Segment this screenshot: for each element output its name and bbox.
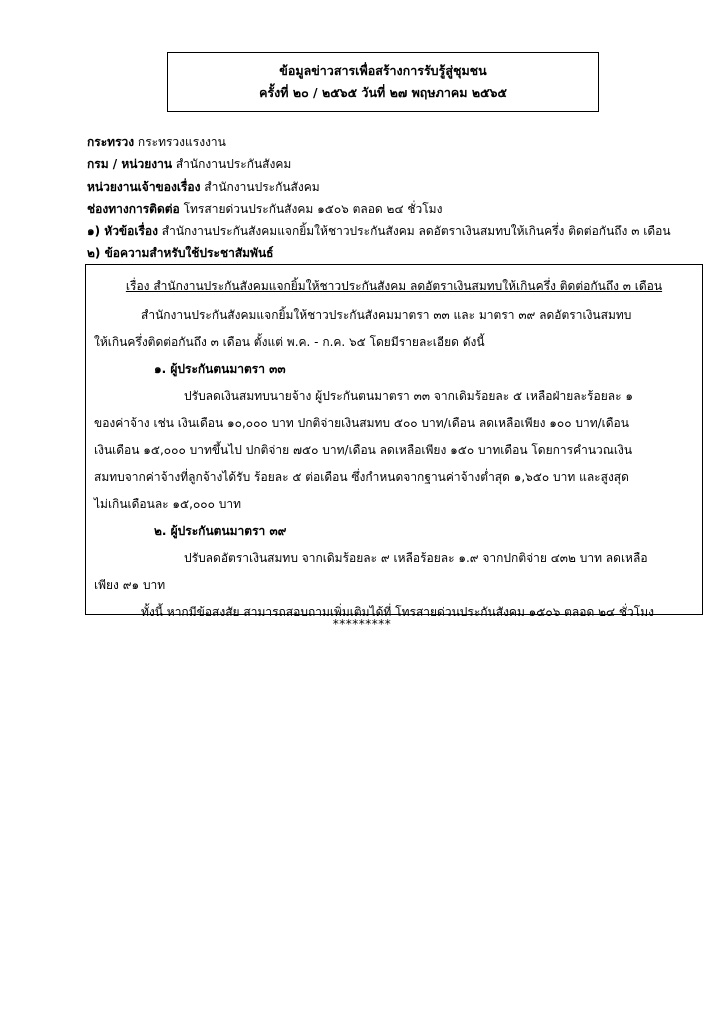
section-2-line-2: เพียง ๙๑ บาท	[94, 578, 166, 592]
closing-line: ทั้งนี้ หากมีข้อสงสัย สามารถสอบถามเพิ่มเติมได้ที่ โทรสายด่วนประกันสังคม ๑๕๐๖ ตลอด ๒๔ ชั่วโมง	[141, 605, 654, 619]
topic-label: ๑) หัวข้อเรื่อง	[87, 224, 158, 239]
topic-row	[87, 220, 707, 242]
meta-block	[87, 131, 707, 265]
header-subtitle: ครั้งที่ ๒๐ / ๒๕๖๕ วันที่ ๒๗ พฤษภาคม ๒๕๖๕	[259, 85, 507, 100]
contact-value: โทรสายด่วนประกันสังคม ๑๕๐๖ ตลอด ๒๔ ชั่วโมง	[179, 201, 443, 216]
dept-label: กรม / หน่วยงาน	[87, 157, 173, 172]
ministry-value: กระทรวงแรงงาน	[134, 135, 226, 149]
header-title: ข้อมูลข่าวสารเพื่อสร้างการรับรู้สู่ชุมชน	[279, 63, 487, 78]
section-1-line-3: เงินเดือน ๑๕,๐๐๐ บาทขึ้นไป ปกติจ่าย ๗๕๐ บาท/เดือน ลดเหลือเพียง ๑๕๐ บาทเดือน โดยการคำนวณเงิน	[94, 443, 633, 457]
section-1-line-1: ปรับลดเงินสมทบนายจ้าง ผู้ประกันตนมาตรา ๓๓ จากเดิมร้อยละ ๕ เหลือฝ่ายละร้อยละ ๑	[184, 389, 633, 403]
section-1-line-5: ไม่เกินเดือนละ ๑๕,๐๐๐ บาท	[94, 497, 241, 511]
message-label: ๒) ข้อความสำหรับใช้ประชาสัมพันธ์	[87, 246, 274, 261]
contact-row	[87, 198, 707, 220]
section-2-heading: ๒. ผู้ประกันตนมาตรา ๓๙	[154, 524, 287, 538]
dept-row	[87, 153, 707, 175]
section-1-line-4: สมทบจากค่าจ้างที่ลูกจ้างได้รับ ร้อยละ ๕ ต่อเดือน ซึ่งกำหนดจากฐานค่าจ้างต่ำสุด ๑,๖๕๐ บาท และสูงสุด	[94, 470, 629, 484]
intro-line-1: สำนักงานประกันสังคมแจกยิ้มให้ชาวประกันสังคมมาตรา ๓๓ และ มาตรา ๓๙ ลดอัตราเงินสมทบ	[141, 308, 632, 322]
ministry-label: กระทรวง	[87, 135, 135, 149]
end-marker: *********	[332, 617, 392, 631]
intro-line-2: ให้เกินครึ่งติดต่อกันถึง ๓ เดือน ตั้งแต่ พ.ค. - ก.ค. ๖๕ โดยมีรายละเอียด ดังนี้	[94, 335, 485, 349]
dept-value: สำนักงานประกันสังคม	[172, 157, 292, 172]
ministry-row	[87, 131, 707, 153]
owner-value: สำนักงานประกันสังคม	[200, 179, 320, 194]
content-box	[85, 264, 703, 619]
message-row	[87, 242, 707, 264]
section-1-heading: ๑. ผู้ประกันตนมาตรา ๓๓	[154, 362, 286, 376]
content-title: เรื่อง สำนักงานประกันสังคมแจกยิ้มให้ชาวประกันสังคม ลดอัตราเงินสมทบให้เกินครึ่ง ติดต่อกันถึง ๓ เดือน	[125, 279, 663, 293]
section-1-line-2: ของค่าจ้าง เช่น เงินเดือน ๑๐,๐๐๐ บาท ปกติจ่ายเงินสมทบ ๕๐๐ บาท/เดือน ลดเหลือเพียง ๑๐๐ บาท/เดือน	[94, 416, 629, 430]
topic-value: สำนักงานประกันสังคมแจกยิ้มให้ชาวประกันสังคม ลดอัตราเงินสมทบให้เกินครึ่ง ติดต่อกันถึง ๓ เดือน	[157, 224, 671, 239]
owner-row	[87, 176, 707, 198]
contact-label: ช่องทางการติดต่อ	[87, 201, 180, 216]
owner-label: หน่วยงานเจ้าของเรื่อง	[87, 179, 201, 194]
header-box	[167, 52, 599, 112]
section-2-line-1: ปรับลดอัตราเงินสมทบ จากเดิมร้อยละ ๙ เหลือร้อยละ ๑.๙ จากปกติจ่าย ๔๓๒ บาท ลดเหลือ	[184, 551, 648, 565]
